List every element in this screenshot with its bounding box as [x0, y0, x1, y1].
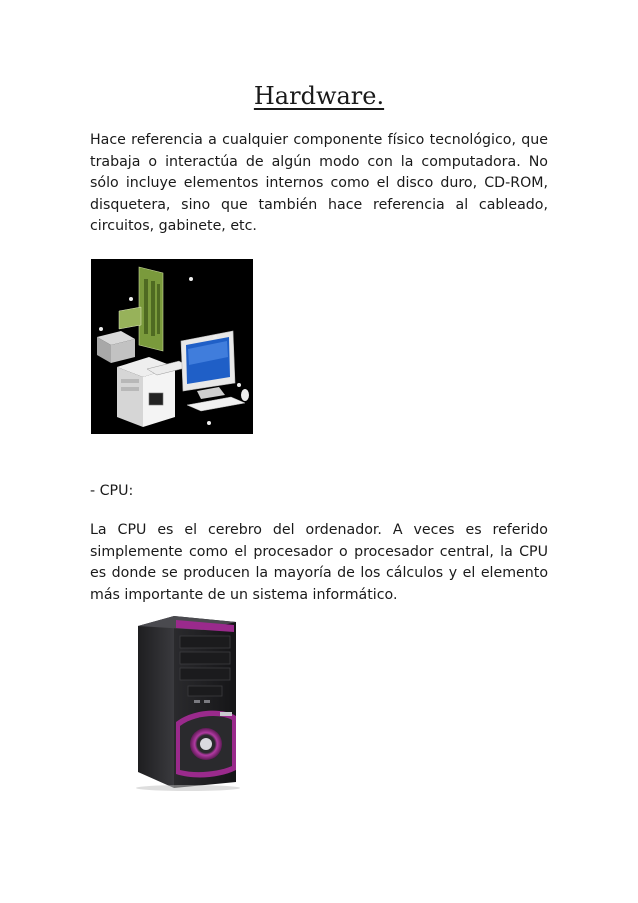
cpu-tower-drawing	[124, 612, 264, 792]
intro-paragraph: Hace referencia a cualquier componente físico tecnológico, que trabaja o interactúa de algún modo con la computadora. No sólo incluye elementos internos como el disco duro, CD-ROM, disquetera, sino que también hace referencia al cableado, circuitos, gabinete, etc.	[90, 132, 548, 234]
page-title: Hardware.	[253, 82, 385, 110]
cpu-heading: - CPU:	[90, 483, 134, 499]
hardware-diagram-image	[91, 259, 253, 434]
hardware-diagram-drawing	[91, 259, 253, 434]
cpu-paragraph: La CPU es el cerebro del ordenador. A veces es referido simplemente como el procesador o procesador central, la CPU es donde se producen la mayoría de los cálculos y el elemento más importante de un sistema informático.	[90, 522, 548, 603]
cpu-tower-image	[124, 612, 264, 792]
